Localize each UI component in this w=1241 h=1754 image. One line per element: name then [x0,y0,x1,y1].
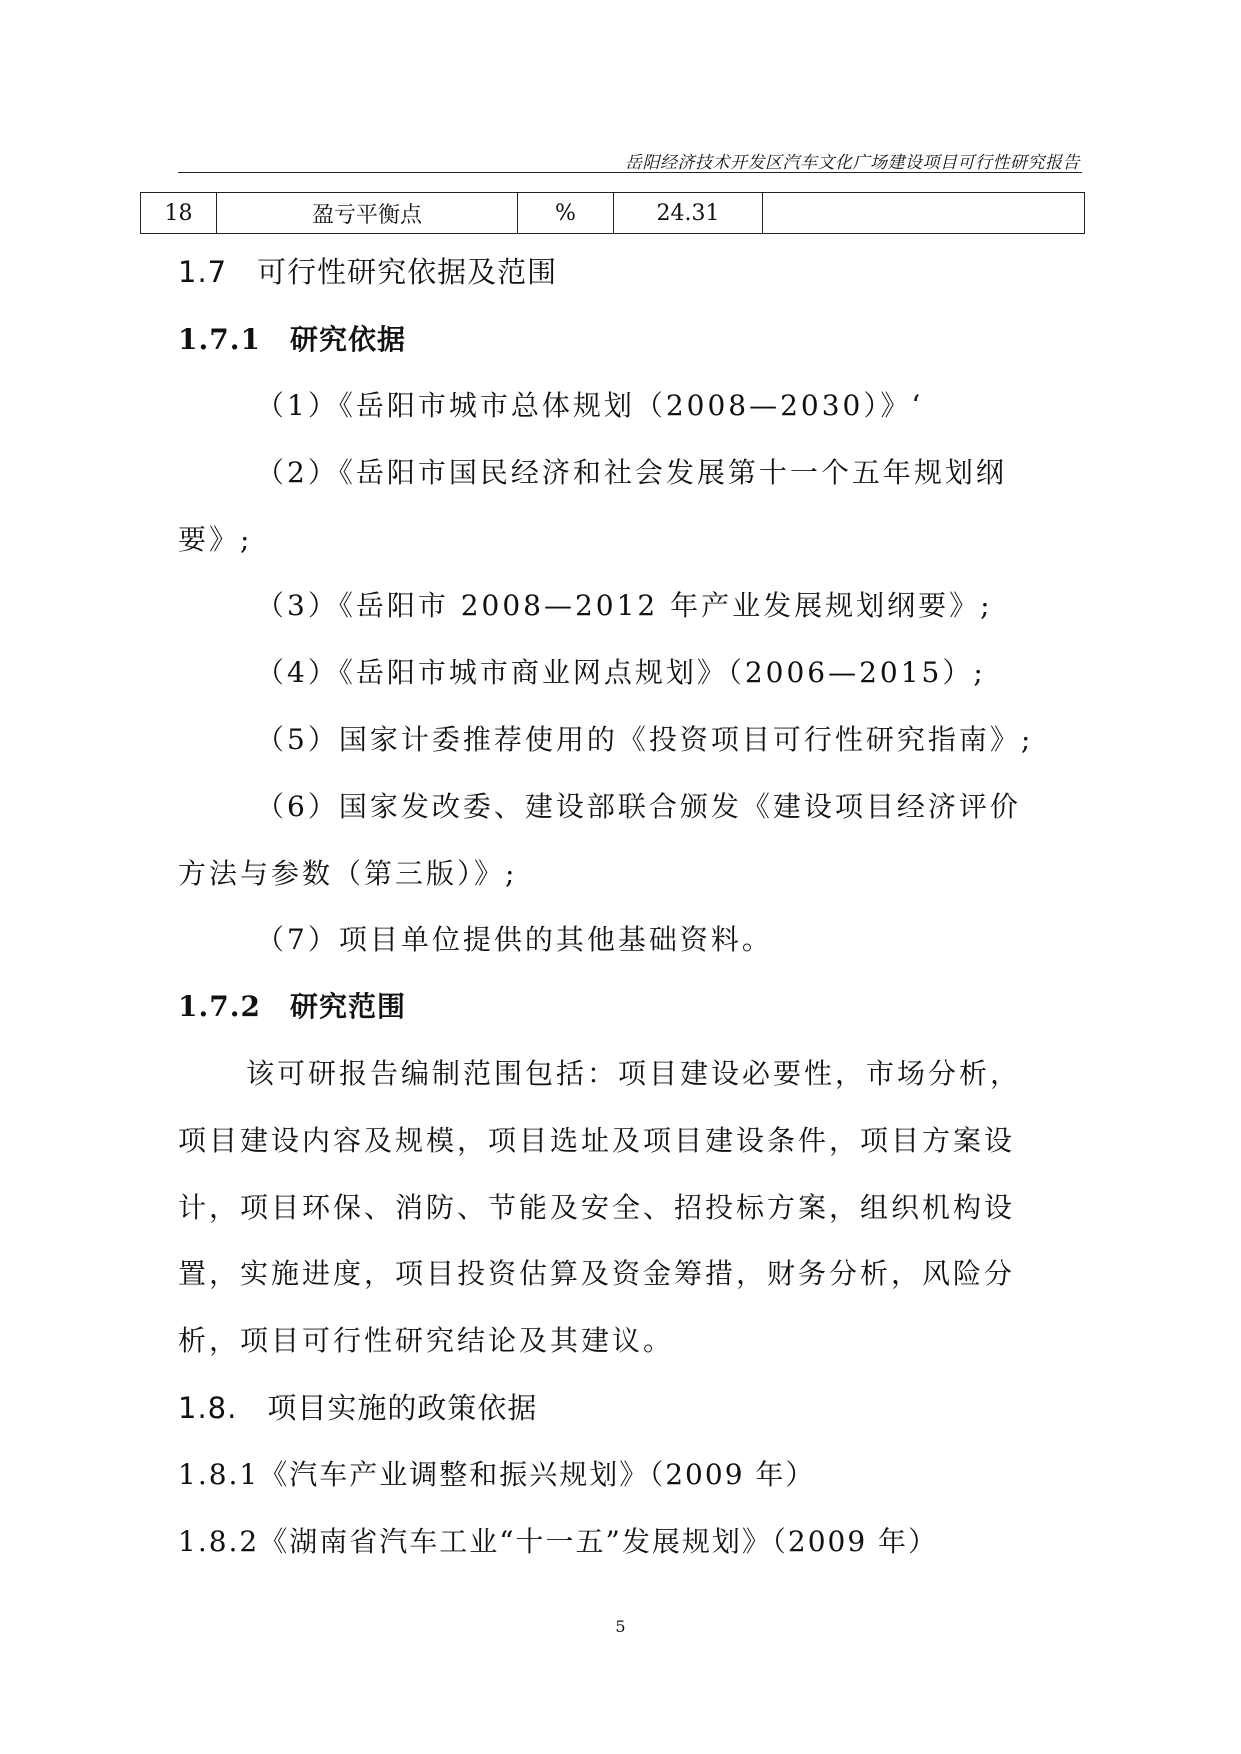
basis-item: （4）《岳阳市城市商业网点规划》（2006—2015）; [256,656,986,689]
summary-table [140,192,1085,234]
subsection-heading-1-7-2: 1.7.2 研究范围 [178,990,406,1023]
basis-item-continuation: 方法与参数（第三版）》; [178,857,518,890]
table-cell-name: 盈亏平衡点 [217,193,518,234]
basis-item: （3）《岳阳市 2008—2012 年产业发展规划纲要》; [256,589,993,622]
table-cell-note [763,193,1085,234]
section-heading-1-7: 1.7 可行性研究依据及范围 [178,255,558,289]
policy-item: 1.8.2《湖南省汽车工业“十一五”发展规划》（2009 年） [178,1525,939,1558]
basis-item: （7）项目单位提供的其他基础资料。 [256,923,773,956]
scope-paragraph-line: 析，项目可行性研究结论及其建议。 [178,1324,675,1357]
header-rule [178,172,1082,173]
page-number: 5 [615,1617,626,1636]
basis-item: （5）国家计委推荐使用的《投资项目可行性研究指南》; [256,723,1034,756]
section-heading-1-8: 1.8. 项目实施的政策依据 [178,1391,538,1425]
table-cell-unit: % [518,193,614,234]
basis-item: （6）国家发改委、建设部联合颁发《建设项目经济评价 [256,790,1021,823]
basis-item: （2）《岳阳市国民经济和社会发展第十一个五年规划纲 [256,456,1007,489]
subsection-heading-1-7-1: 1.7.1 研究依据 [178,323,406,356]
basis-item: （1）《岳阳市城市总体规划（2008—2030）》‘ [256,389,924,422]
table-cell-value: 24.31 [614,193,763,234]
policy-item: 1.8.1《汽车产业调整和振兴规划》（2009 年） [178,1458,816,1491]
table-row [141,193,1085,234]
running-header-title: 岳阳经济技术开发区汽车文化广场建设项目可行性研究报告 [625,153,1080,173]
scope-paragraph-line: 置，实施进度，项目投资估算及资金筹措，财务分析，风险分 [178,1257,1016,1290]
scope-paragraph-line: 计，项目环保、消防、节能及安全、招投标方案，组织机构设 [178,1191,1016,1224]
basis-item-continuation: 要》; [178,523,253,556]
scope-paragraph-line: 项目建设内容及规模，项目选址及项目建设条件，项目方案设 [178,1124,1016,1157]
table-cell-no: 18 [141,193,217,234]
scope-paragraph-line: 该可研报告编制范围包括：项目建设必要性，市场分析， [246,1057,1022,1090]
